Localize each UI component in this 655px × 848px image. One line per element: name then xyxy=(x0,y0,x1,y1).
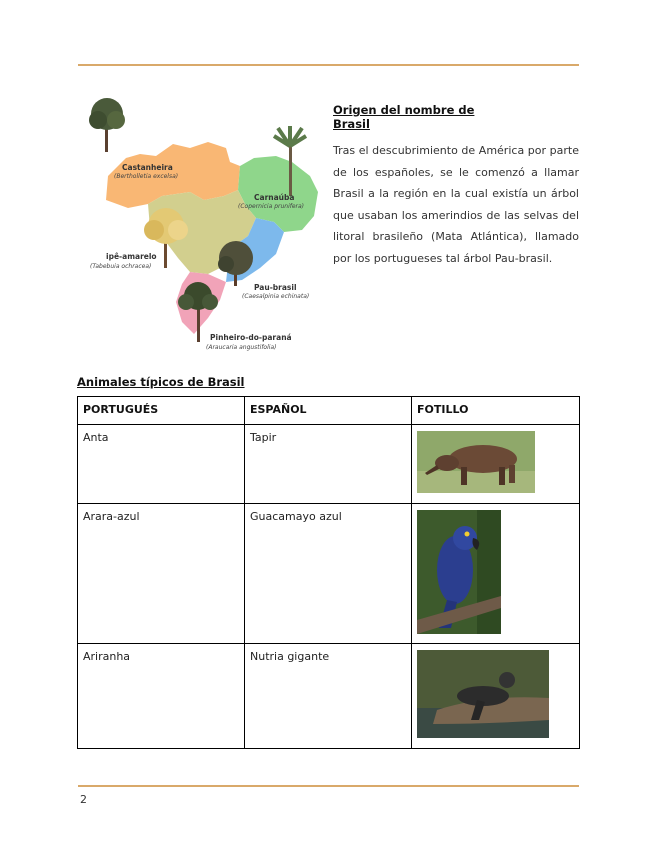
blue-macaw-photo xyxy=(417,510,501,634)
map-label-ipe-latin: (Tabebuia ochracea) xyxy=(90,263,152,270)
cell-pt: Anta xyxy=(78,425,245,504)
brazil-map xyxy=(78,96,322,358)
cell-pt: Arara-azul xyxy=(78,504,245,644)
header-fotillo: FOTILLO xyxy=(412,397,580,425)
castanheira-tree-icon xyxy=(89,98,125,152)
cell-es: Guacamayo azul xyxy=(245,504,412,644)
footer-rule xyxy=(78,785,579,787)
map-label-pinheiro-latin: (Araucaria angustifolia) xyxy=(206,344,277,351)
table-header-row xyxy=(78,397,580,425)
map-label-pinheiro: Pinheiro-do-paraná xyxy=(210,333,292,342)
map-label-castanheira: Castanheira xyxy=(122,163,173,172)
map-label-ipe: ipê-amarelo xyxy=(106,252,157,261)
header-espanol: ESPAÑOL xyxy=(245,397,412,425)
table-row xyxy=(78,504,580,644)
page-number: 2 xyxy=(80,793,87,806)
header-rule xyxy=(78,64,579,66)
map-label-pau-brasil: Pau-brasil xyxy=(254,283,297,292)
table-row xyxy=(78,425,580,504)
tapir-photo xyxy=(417,431,535,493)
map-label-carnauba: Carnaúba xyxy=(254,193,295,202)
giant-otter-photo xyxy=(417,650,549,738)
cell-es: Tapir xyxy=(245,425,412,504)
map-label-castanheira-latin: (Bertholletia excelsa) xyxy=(114,173,179,180)
animals-table xyxy=(77,396,580,749)
pau-brasil-tree-icon xyxy=(218,241,253,286)
cell-photo xyxy=(412,504,580,644)
cell-photo xyxy=(412,644,580,749)
origin-title: Origen del nombre de Brasil xyxy=(333,103,475,131)
table-row xyxy=(78,644,580,749)
header-portugues: PORTUGUÉS xyxy=(78,397,245,425)
animals-title: Animales típicos de Brasil xyxy=(77,375,245,389)
map-label-carnauba-latin: (Copernicia prunifera) xyxy=(238,203,305,210)
cell-es: Nutria gigante xyxy=(245,644,412,749)
cell-photo xyxy=(412,425,580,504)
map-label-pau-brasil-latin: (Caesalpinia echinata) xyxy=(242,293,310,300)
origin-paragraph: Tras el descubrimiento de América por parte de los españoles, se le comenzó a llamar Brasil a la región en la cual existía un árbol que usaban los amerindios de las selvas del litoral brasileño (Mata Atlántica), llamado por los portugueses tal árbol Pau-brasil. xyxy=(333,144,579,265)
cell-pt: Ariranha xyxy=(78,644,245,749)
